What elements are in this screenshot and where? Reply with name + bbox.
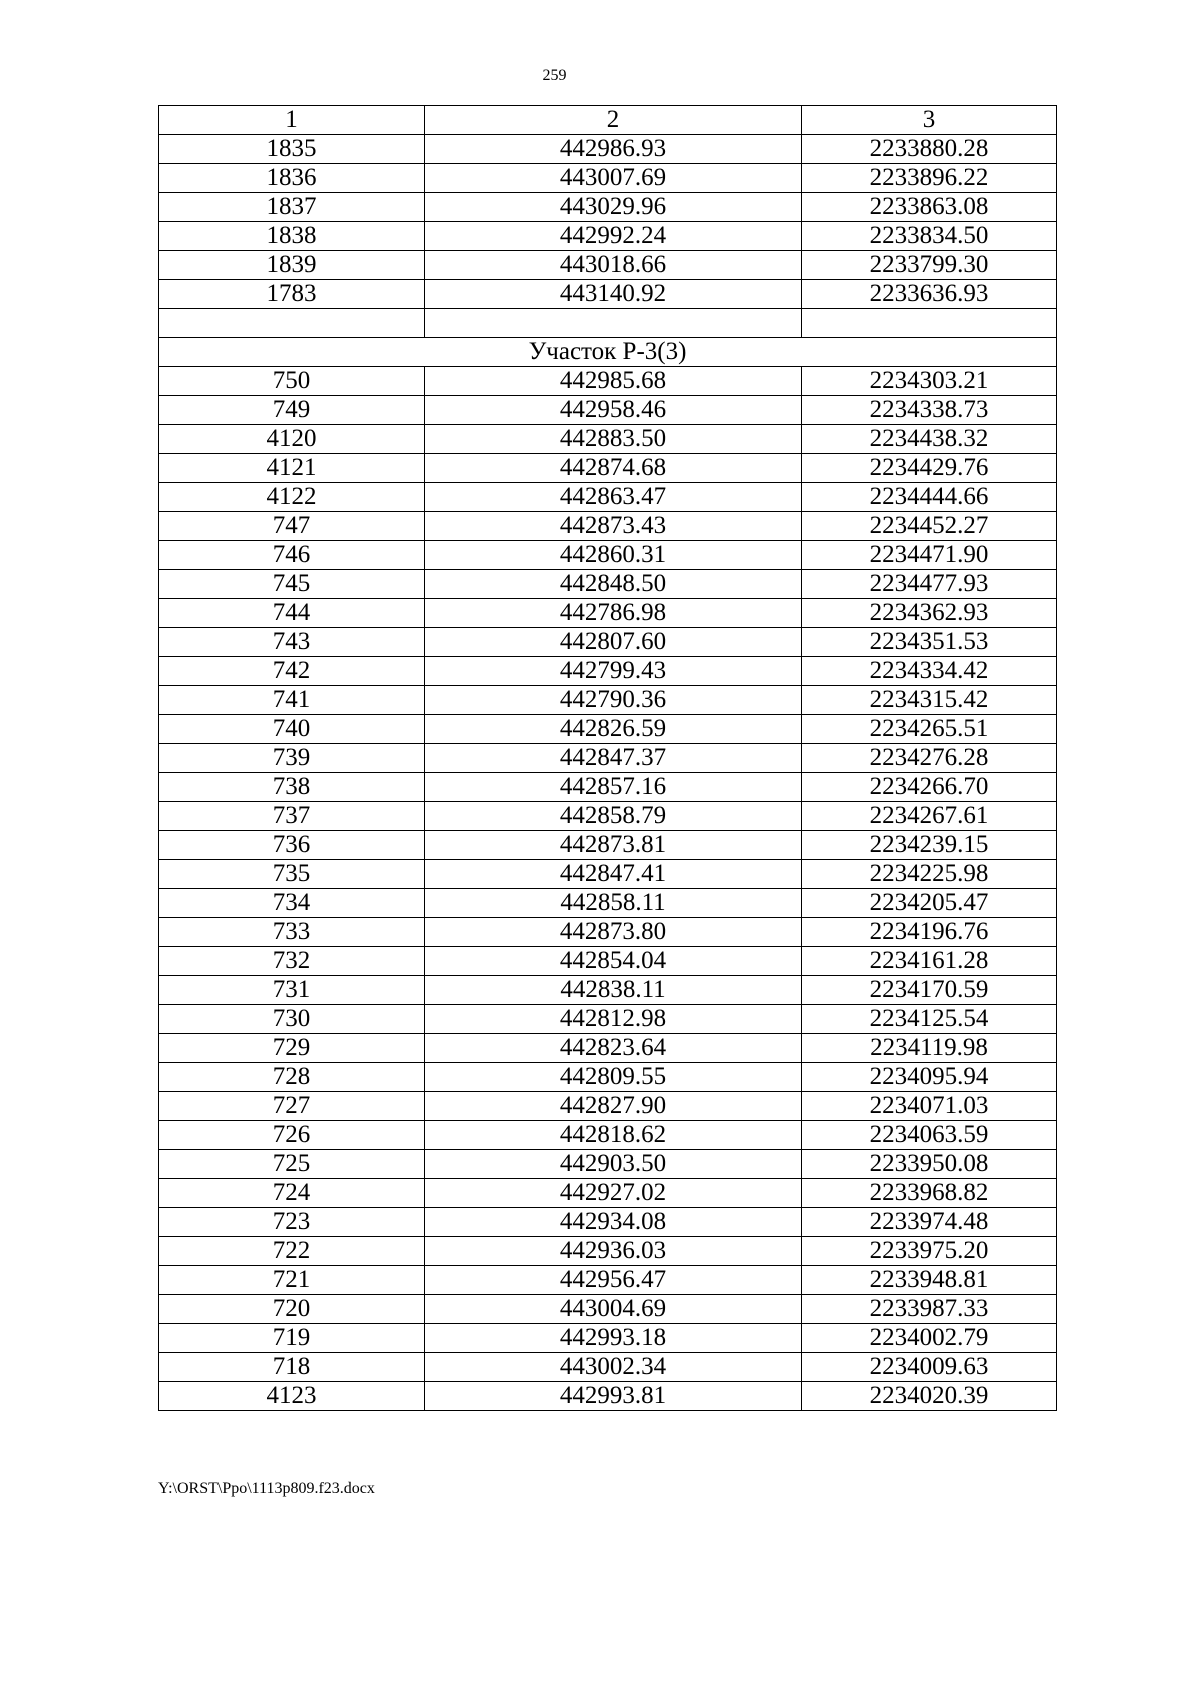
column-header-3: 3	[802, 106, 1057, 135]
point-number-cell: 1835	[159, 135, 425, 164]
y-coordinate-cell: 2233948.81	[802, 1266, 1057, 1295]
y-coordinate-cell: 2234009.63	[802, 1353, 1057, 1382]
point-number-cell: 721	[159, 1266, 425, 1295]
table-row	[159, 1150, 1057, 1179]
x-coordinate-cell: 442858.11	[425, 889, 802, 918]
table-row	[159, 251, 1057, 280]
point-number-cell: 1836	[159, 164, 425, 193]
y-coordinate-cell: 2234471.90	[802, 541, 1057, 570]
table-row	[159, 889, 1057, 918]
x-coordinate-cell: 442860.31	[425, 541, 802, 570]
table-row	[159, 222, 1057, 251]
y-coordinate-cell: 2234429.76	[802, 454, 1057, 483]
x-coordinate-cell: 442790.36	[425, 686, 802, 715]
y-coordinate-cell: 2234477.93	[802, 570, 1057, 599]
y-coordinate-cell: 2234351.53	[802, 628, 1057, 657]
table-row	[159, 309, 1057, 338]
x-coordinate-cell: 442958.46	[425, 396, 802, 425]
point-number-cell: 726	[159, 1121, 425, 1150]
table-row	[159, 918, 1057, 947]
y-coordinate-cell: 2234239.15	[802, 831, 1057, 860]
x-coordinate-cell: 442903.50	[425, 1150, 802, 1179]
x-coordinate-cell: 442838.11	[425, 976, 802, 1005]
table-row	[159, 193, 1057, 222]
x-coordinate-cell: 442818.62	[425, 1121, 802, 1150]
point-number-cell: 720	[159, 1295, 425, 1324]
y-coordinate-cell: 2234303.21	[802, 367, 1057, 396]
x-coordinate-cell: 442993.18	[425, 1324, 802, 1353]
x-coordinate-cell: 442799.43	[425, 657, 802, 686]
y-coordinate-cell: 2234265.51	[802, 715, 1057, 744]
x-coordinate-cell: 442848.50	[425, 570, 802, 599]
point-number-cell: 745	[159, 570, 425, 599]
point-number-cell: 744	[159, 599, 425, 628]
x-coordinate-cell: 442847.41	[425, 860, 802, 889]
x-coordinate-cell: 443018.66	[425, 251, 802, 280]
x-coordinate-cell: 443029.96	[425, 193, 802, 222]
point-number-cell	[159, 309, 425, 338]
y-coordinate-cell: 2234334.42	[802, 657, 1057, 686]
x-coordinate-cell: 442858.79	[425, 802, 802, 831]
x-coordinate-cell: 442857.16	[425, 773, 802, 802]
point-number-cell: 727	[159, 1092, 425, 1121]
point-number-cell: 743	[159, 628, 425, 657]
y-coordinate-cell: 2233834.50	[802, 222, 1057, 251]
point-number-cell: 1838	[159, 222, 425, 251]
y-coordinate-cell: 2234071.03	[802, 1092, 1057, 1121]
table-row	[159, 425, 1057, 454]
table-row	[159, 1324, 1057, 1353]
point-number-cell: 1837	[159, 193, 425, 222]
table-row	[159, 135, 1057, 164]
column-header-1: 1	[159, 106, 425, 135]
y-coordinate-cell: 2233950.08	[802, 1150, 1057, 1179]
x-coordinate-cell: 442985.68	[425, 367, 802, 396]
y-coordinate-cell: 2234452.27	[802, 512, 1057, 541]
section-title-row	[159, 338, 1057, 367]
table-row	[159, 1382, 1057, 1411]
point-number-cell: 736	[159, 831, 425, 860]
x-coordinate-cell: 443007.69	[425, 164, 802, 193]
x-coordinate-cell: 442847.37	[425, 744, 802, 773]
point-number-cell: 719	[159, 1324, 425, 1353]
y-coordinate-cell: 2234020.39	[802, 1382, 1057, 1411]
table-row	[159, 715, 1057, 744]
x-coordinate-cell: 442786.98	[425, 599, 802, 628]
point-number-cell: 4120	[159, 425, 425, 454]
point-number-cell: 739	[159, 744, 425, 773]
y-coordinate-cell: 2233636.93	[802, 280, 1057, 309]
table-row	[159, 1179, 1057, 1208]
point-number-cell: 731	[159, 976, 425, 1005]
table-row	[159, 1353, 1057, 1382]
y-coordinate-cell: 2234002.79	[802, 1324, 1057, 1353]
y-coordinate-cell: 2234267.61	[802, 802, 1057, 831]
table-row	[159, 976, 1057, 1005]
x-coordinate-cell: 443002.34	[425, 1353, 802, 1382]
point-number-cell: 737	[159, 802, 425, 831]
point-number-cell: 1839	[159, 251, 425, 280]
x-coordinate-cell: 442986.93	[425, 135, 802, 164]
y-coordinate-cell: 2233896.22	[802, 164, 1057, 193]
x-coordinate-cell: 442807.60	[425, 628, 802, 657]
table-row	[159, 1266, 1057, 1295]
y-coordinate-cell	[802, 309, 1057, 338]
table-row	[159, 657, 1057, 686]
table-row	[159, 1295, 1057, 1324]
y-coordinate-cell: 2233968.82	[802, 1179, 1057, 1208]
x-coordinate-cell: 442936.03	[425, 1237, 802, 1266]
point-number-cell: 740	[159, 715, 425, 744]
x-coordinate-cell: 442854.04	[425, 947, 802, 976]
x-coordinate-cell: 442873.81	[425, 831, 802, 860]
table-row	[159, 454, 1057, 483]
y-coordinate-cell: 2234063.59	[802, 1121, 1057, 1150]
y-coordinate-cell: 2233799.30	[802, 251, 1057, 280]
y-coordinate-cell: 2234438.32	[802, 425, 1057, 454]
point-number-cell: 735	[159, 860, 425, 889]
x-coordinate-cell: 443140.92	[425, 280, 802, 309]
y-coordinate-cell: 2233975.20	[802, 1237, 1057, 1266]
table-row	[159, 541, 1057, 570]
y-coordinate-cell: 2233987.33	[802, 1295, 1057, 1324]
point-number-cell: 746	[159, 541, 425, 570]
table-row	[159, 773, 1057, 802]
point-number-cell: 4123	[159, 1382, 425, 1411]
point-number-cell: 724	[159, 1179, 425, 1208]
y-coordinate-cell: 2234315.42	[802, 686, 1057, 715]
x-coordinate-cell: 442993.81	[425, 1382, 802, 1411]
y-coordinate-cell: 2234205.47	[802, 889, 1057, 918]
table-row	[159, 947, 1057, 976]
table-row	[159, 1237, 1057, 1266]
y-coordinate-cell: 2234266.70	[802, 773, 1057, 802]
point-number-cell: 749	[159, 396, 425, 425]
x-coordinate-cell: 442826.59	[425, 715, 802, 744]
table-row	[159, 1092, 1057, 1121]
y-coordinate-cell: 2233974.48	[802, 1208, 1057, 1237]
point-number-cell: 718	[159, 1353, 425, 1382]
table-row	[159, 396, 1057, 425]
y-coordinate-cell: 2234338.73	[802, 396, 1057, 425]
point-number-cell: 742	[159, 657, 425, 686]
x-coordinate-cell: 442874.68	[425, 454, 802, 483]
x-coordinate-cell: 442809.55	[425, 1063, 802, 1092]
table-row	[159, 512, 1057, 541]
y-coordinate-cell: 2234095.94	[802, 1063, 1057, 1092]
table-row	[159, 1034, 1057, 1063]
page-number: 259	[542, 67, 567, 84]
point-number-cell: 750	[159, 367, 425, 396]
point-number-cell: 725	[159, 1150, 425, 1179]
coordinates-table-body	[159, 106, 1057, 1411]
table-header-row	[159, 106, 1057, 135]
point-number-cell: 723	[159, 1208, 425, 1237]
table-row	[159, 367, 1057, 396]
table-row	[159, 686, 1057, 715]
x-coordinate-cell: 442883.50	[425, 425, 802, 454]
column-header-2: 2	[425, 106, 802, 135]
x-coordinate-cell: 442863.47	[425, 483, 802, 512]
point-number-cell: 747	[159, 512, 425, 541]
point-number-cell: 1783	[159, 280, 425, 309]
table-row	[159, 628, 1057, 657]
y-coordinate-cell: 2234225.98	[802, 860, 1057, 889]
y-coordinate-cell: 2234196.76	[802, 918, 1057, 947]
y-coordinate-cell: 2234276.28	[802, 744, 1057, 773]
x-coordinate-cell: 442992.24	[425, 222, 802, 251]
x-coordinate-cell: 443004.69	[425, 1295, 802, 1324]
x-coordinate-cell: 442873.43	[425, 512, 802, 541]
y-coordinate-cell: 2234119.98	[802, 1034, 1057, 1063]
x-coordinate-cell	[425, 309, 802, 338]
point-number-cell: 738	[159, 773, 425, 802]
y-coordinate-cell: 2234170.59	[802, 976, 1057, 1005]
point-number-cell: 734	[159, 889, 425, 918]
table-row	[159, 1121, 1057, 1150]
table-row	[159, 164, 1057, 193]
y-coordinate-cell: 2234161.28	[802, 947, 1057, 976]
table-row	[159, 1208, 1057, 1237]
table-row	[159, 831, 1057, 860]
x-coordinate-cell: 442934.08	[425, 1208, 802, 1237]
y-coordinate-cell: 2234444.66	[802, 483, 1057, 512]
point-number-cell: 4122	[159, 483, 425, 512]
table-row	[159, 802, 1057, 831]
point-number-cell: 733	[159, 918, 425, 947]
table-row	[159, 280, 1057, 309]
table-row	[159, 570, 1057, 599]
point-number-cell: 741	[159, 686, 425, 715]
x-coordinate-cell: 442873.80	[425, 918, 802, 947]
x-coordinate-cell: 442823.64	[425, 1034, 802, 1063]
point-number-cell: 730	[159, 1005, 425, 1034]
point-number-cell: 729	[159, 1034, 425, 1063]
point-number-cell: 4121	[159, 454, 425, 483]
point-number-cell: 732	[159, 947, 425, 976]
x-coordinate-cell: 442956.47	[425, 1266, 802, 1295]
table-row	[159, 1005, 1057, 1034]
y-coordinate-cell: 2233880.28	[802, 135, 1057, 164]
point-number-cell: 728	[159, 1063, 425, 1092]
point-number-cell: 722	[159, 1237, 425, 1266]
footer-file-path: Y:\ORST\Ppo\1113p809.f23.docx	[158, 1480, 375, 1497]
table-row	[159, 860, 1057, 889]
y-coordinate-cell: 2233863.08	[802, 193, 1057, 222]
y-coordinate-cell: 2234125.54	[802, 1005, 1057, 1034]
coordinates-table	[158, 105, 1057, 1411]
x-coordinate-cell: 442812.98	[425, 1005, 802, 1034]
table-row	[159, 483, 1057, 512]
x-coordinate-cell: 442827.90	[425, 1092, 802, 1121]
table-row	[159, 744, 1057, 773]
x-coordinate-cell: 442927.02	[425, 1179, 802, 1208]
y-coordinate-cell: 2234362.93	[802, 599, 1057, 628]
table-row	[159, 1063, 1057, 1092]
section-title: Участок Р-3(3)	[159, 338, 1057, 367]
table-row	[159, 599, 1057, 628]
